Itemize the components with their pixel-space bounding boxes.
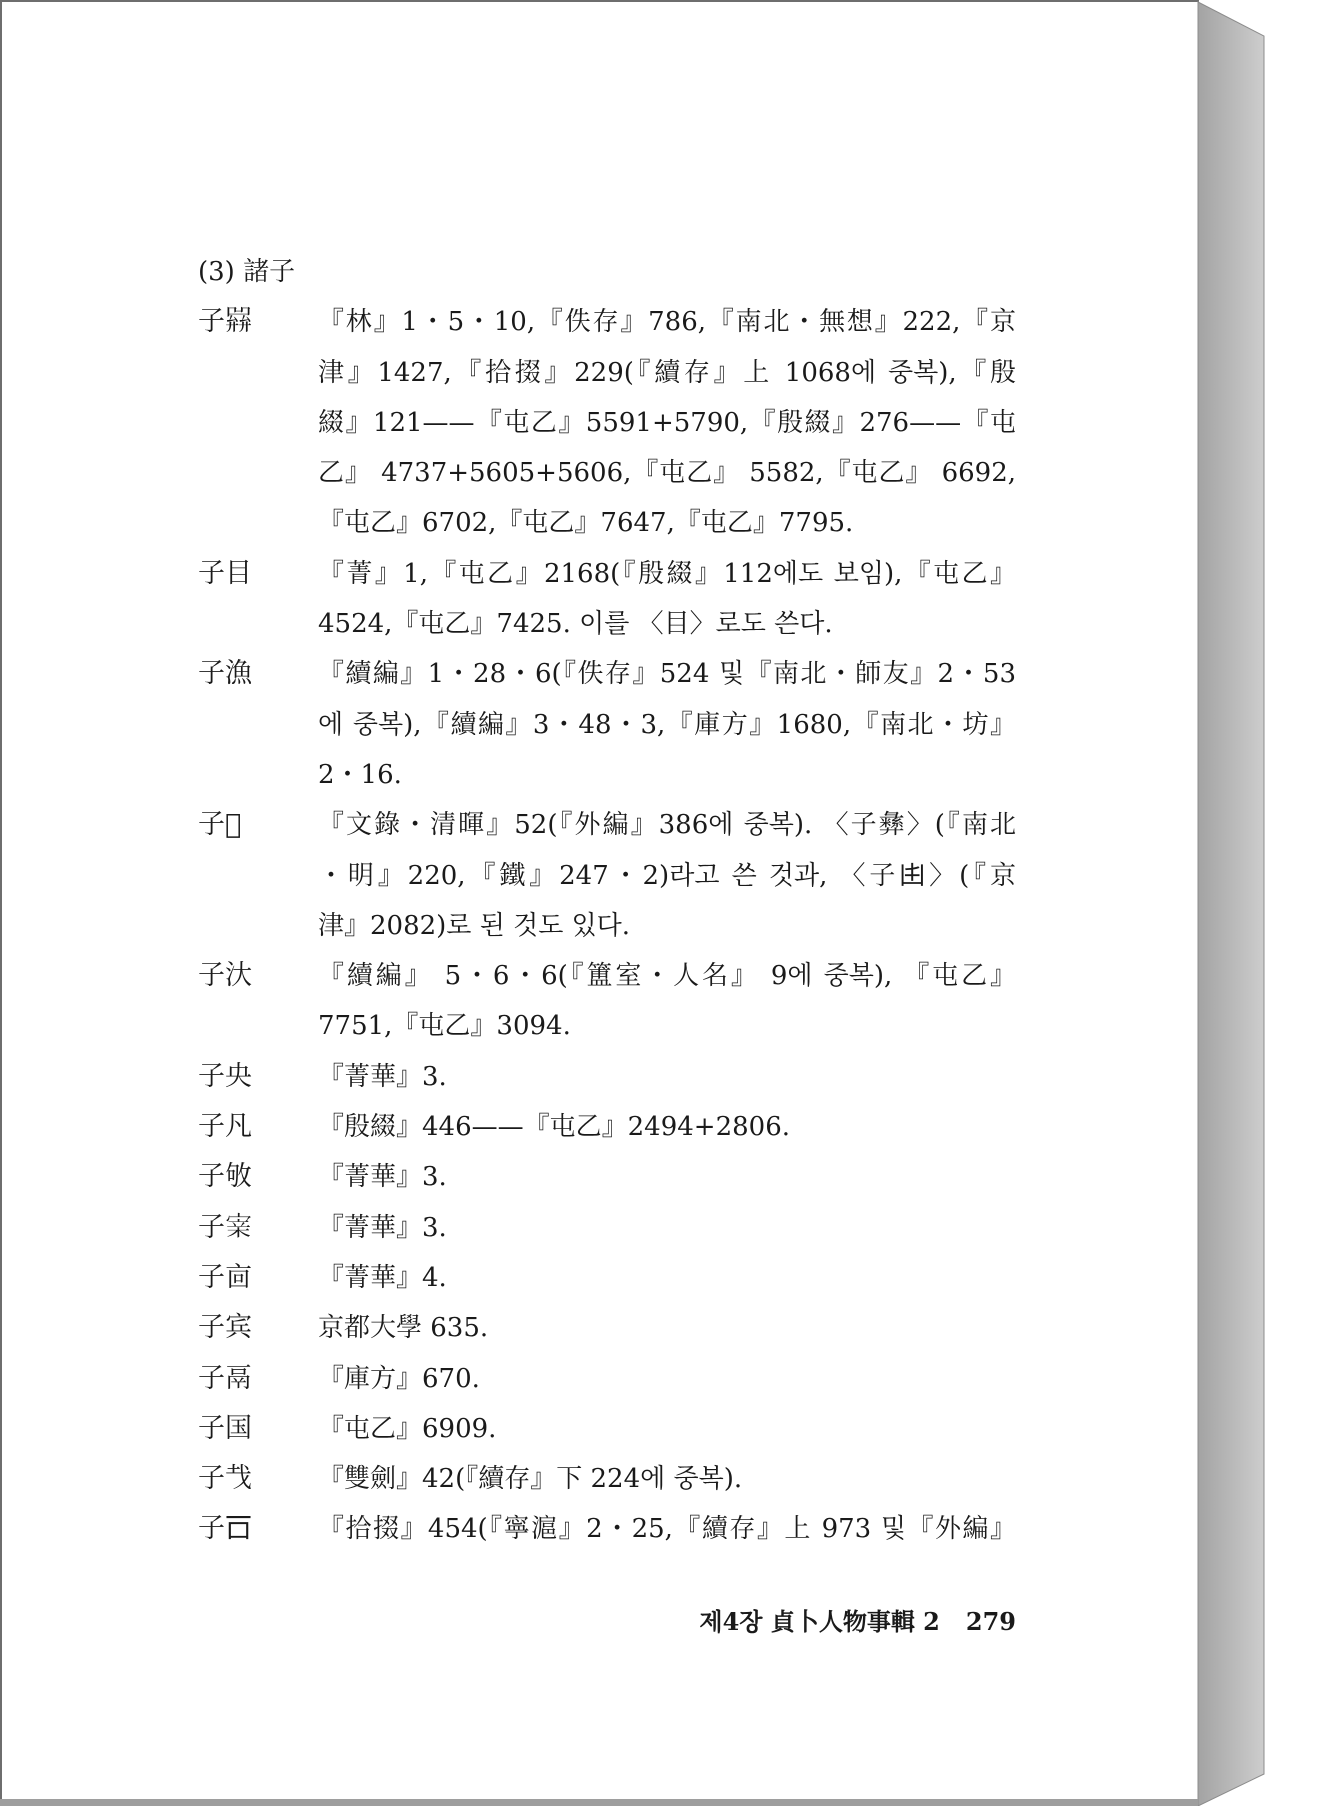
text-line: 2・16. (318, 759, 402, 790)
page-footer (699, 1605, 1016, 1639)
text-line: 『雙劍』42(『續存』下 224에 중복). (318, 1464, 743, 1495)
entry-text (318, 800, 1016, 951)
entry (198, 297, 1016, 548)
entry-name: 子国 (198, 1412, 252, 1444)
page-number: 279 (965, 1607, 1016, 1636)
text-line: 7751,『屯乙』3094. (318, 1011, 571, 1042)
entry-name: 子目 (198, 557, 252, 589)
entry-text (318, 951, 1016, 1052)
entry (198, 1253, 1016, 1303)
text-line: ・明』220,『鐵』247・2)라고 쓴 것과, 〈子𠙹〉(『京 (318, 860, 1016, 891)
entry-text (318, 1152, 1016, 1202)
entry (198, 951, 1016, 1052)
text-line: 『文錄・清暉』52(『外編』386에 중복). 〈子彝〉(『南北 (318, 810, 1016, 841)
text-line: 4524,『屯乙』7425. 이를 〈目〉로도 쓴다. (318, 609, 833, 640)
text-line: 京都大學 635. (318, 1313, 489, 1344)
entry-name: 子𠮛 (198, 1513, 252, 1545)
text-line: 『殷綴』446——『屯乙』2494+2806. (318, 1112, 791, 1143)
entry-name: 子𡆫 (198, 809, 242, 841)
entry-name: 子宾 (198, 1312, 252, 1344)
entry-text (318, 1052, 1016, 1102)
entry-text (318, 1354, 1016, 1404)
text-line: 津』1427,『拾掇』229(『續存』上 1068에 중복),『殷 (318, 357, 1016, 388)
entry-text (318, 1454, 1016, 1504)
text-line: 綴』121——『屯乙』5591+5790,『殷綴』276——『屯 (318, 407, 1016, 438)
entry (198, 1454, 1016, 1504)
entry (198, 649, 1016, 800)
entry-name: 子鬲 (198, 1362, 252, 1394)
entry-text (318, 1404, 1016, 1454)
text-line: 에 중복),『續編』3・48・3,『庫方』1680,『南北・坊』 (318, 709, 1016, 740)
text-line: 『續編』1・28・6(『佚存』524 및『南北・師友』2・53 (318, 659, 1016, 690)
entry (198, 1354, 1016, 1404)
entry (198, 1303, 1016, 1353)
entry (198, 549, 1016, 650)
text-line: 『林』1・5・10,『佚存』786,『南北・無想』222,『京 (318, 307, 1016, 338)
entry-text (318, 1303, 1016, 1353)
entry-name: 子央 (198, 1060, 252, 1092)
entry-text (318, 1203, 1016, 1253)
entry-name: 子敂 (198, 1161, 252, 1193)
running-header-chapter: 제4장 貞卜人物事輯 2 (699, 1607, 940, 1636)
text-line: 『庫方』670. (318, 1363, 480, 1394)
text-line: 津』2082)로 된 것도 있다. (318, 910, 631, 941)
entry (198, 1052, 1016, 1102)
entry-text (318, 1504, 1016, 1554)
text-line: 『菁』1,『屯乙』2168(『殷綴』112에도 보임),『屯乙』 (318, 558, 1016, 589)
text-line: 『拾掇』454(『寧滬』2・25,『續存』上 973 및『外編』 (318, 1514, 1016, 1545)
entry (198, 1203, 1016, 1253)
entry (198, 1404, 1016, 1454)
entry-text (318, 649, 1016, 800)
entry (198, 1504, 1016, 1554)
text-line: 乙』 4737+5605+5606,『屯乙』 5582,『屯乙』 6692, (318, 458, 1016, 489)
text-line: 『屯乙』6909. (318, 1413, 497, 1444)
text-line: 『菁華』3. (318, 1061, 447, 1092)
entry (198, 1102, 1016, 1152)
entry (198, 800, 1016, 951)
entry-text (318, 1253, 1016, 1303)
entry-name: 子凡 (198, 1111, 252, 1143)
entry-text (318, 1102, 1016, 1152)
section-heading: (3) 諸子 (198, 257, 296, 287)
entry-name: 子𢍭 (198, 306, 252, 338)
entry-name: 子㐭 (198, 1261, 252, 1293)
entry-name: 子漁 (198, 658, 252, 690)
entry-name: 子汏 (198, 960, 252, 992)
entry-name: 子𢦏 (198, 1463, 252, 1495)
entry-list (198, 247, 1016, 1555)
entry-name: 子𡩁 (198, 1211, 252, 1243)
text-line: 『菁華』3. (318, 1162, 447, 1193)
entry-text (318, 549, 1016, 650)
text-line: 『屯乙』6702,『屯乙』7647,『屯乙』7795. (318, 508, 854, 539)
book-bottom-edge (0, 1799, 1198, 1806)
entry (198, 1152, 1016, 1202)
text-line: 『菁華』4. (318, 1262, 447, 1293)
text-line: 『菁華』3. (318, 1212, 447, 1243)
entry-text (318, 297, 1016, 548)
book-side-edge (1198, 2, 1264, 1806)
text-line: 『續編』 5・6・6(『簠室・人名』 9에 중복), 『屯乙』 (318, 961, 1016, 992)
